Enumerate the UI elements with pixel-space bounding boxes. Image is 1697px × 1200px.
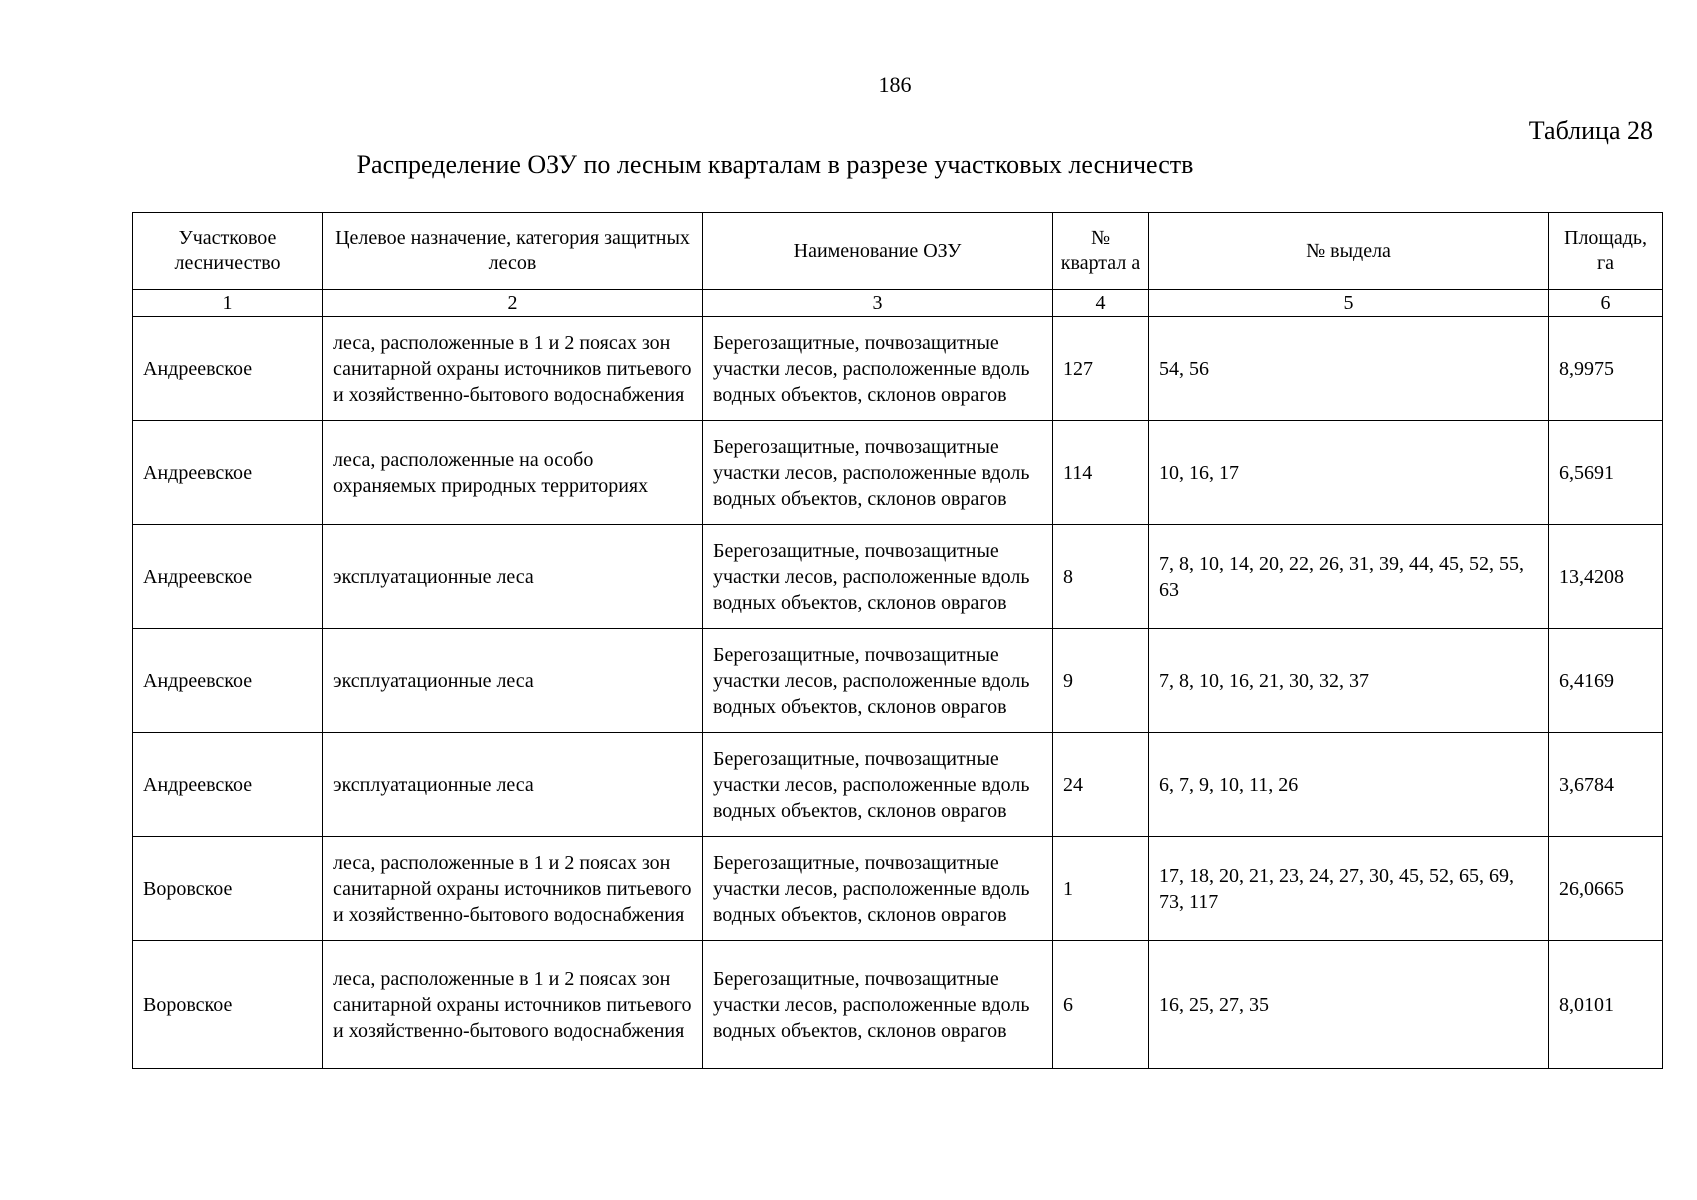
table-header-row [133,213,1663,290]
cell-purpose: леса, расположенные в 1 и 2 поясах зон санитарной охраны источников питьевого и хозяйственно-бытового водоснабжения [323,941,703,1069]
column-number: 3 [703,290,1053,317]
cell-area: 8,0101 [1549,941,1663,1069]
cell-area: 6,4169 [1549,629,1663,733]
cell-area: 26,0665 [1549,837,1663,941]
cell-plots: 7, 8, 10, 16, 21, 30, 32, 37 [1149,629,1549,733]
cell-plots: 54, 56 [1149,317,1549,421]
cell-area: 3,6784 [1549,733,1663,837]
column-number: 4 [1053,290,1149,317]
column-header-quarter: № квартал а [1053,213,1149,290]
cell-area: 6,5691 [1549,421,1663,525]
column-number: 1 [133,290,323,317]
ozu-distribution-table [132,212,1663,1069]
cell-ozu-name: Берегозащитные, почвозащитные участки лесов, расположенные вдоль водных объектов, склонов оврагов [703,837,1053,941]
cell-forestry: Андреевское [133,421,323,525]
cell-ozu-name: Берегозащитные, почвозащитные участки лесов, расположенные вдоль водных объектов, склонов оврагов [703,733,1053,837]
cell-purpose: эксплуатационные леса [323,733,703,837]
cell-forestry: Андреевское [133,629,323,733]
table-row [133,941,1663,1069]
cell-purpose: леса, расположенные в 1 и 2 поясах зон санитарной охраны источников питьевого и хозяйственно-бытового водоснабжения [323,317,703,421]
cell-plots: 10, 16, 17 [1149,421,1549,525]
column-number-row [133,290,1663,317]
cell-area: 13,4208 [1549,525,1663,629]
cell-quarter: 127 [1053,317,1149,421]
cell-forestry: Андреевское [133,525,323,629]
cell-ozu-name: Берегозащитные, почвозащитные участки лесов, расположенные вдоль водных объектов, склонов оврагов [703,629,1053,733]
cell-plots: 16, 25, 27, 35 [1149,941,1549,1069]
table-row [133,837,1663,941]
cell-area: 8,9975 [1549,317,1663,421]
column-number: 6 [1549,290,1663,317]
cell-quarter: 6 [1053,941,1149,1069]
cell-forestry: Андреевское [133,733,323,837]
table-row [133,317,1663,421]
table-title: Распределение ОЗУ по лесным кварталам в разрезе участковых лесничеств [356,150,1194,179]
cell-purpose: эксплуатационные леса [323,629,703,733]
cell-plots: 17, 18, 20, 21, 23, 24, 27, 30, 45, 52, 65, 69, 73, 117 [1149,837,1549,941]
cell-quarter: 114 [1053,421,1149,525]
cell-plots: 7, 8, 10, 14, 20, 22, 26, 31, 39, 44, 45, 52, 55, 63 [1149,525,1549,629]
table-row [133,421,1663,525]
column-header-plots: № выдела [1149,213,1549,290]
cell-quarter: 8 [1053,525,1149,629]
cell-forestry: Андреевское [133,317,323,421]
column-header-purpose: Целевое назначение, категория защитных лесов [323,213,703,290]
cell-purpose: леса, расположенные в 1 и 2 поясах зон санитарной охраны источников питьевого и хозяйственно-бытового водоснабжения [323,837,703,941]
cell-forestry: Воровское [133,941,323,1069]
table-row [133,629,1663,733]
cell-quarter: 9 [1053,629,1149,733]
cell-quarter: 1 [1053,837,1149,941]
cell-ozu-name: Берегозащитные, почвозащитные участки лесов, расположенные вдоль водных объектов, склонов оврагов [703,525,1053,629]
page-number: 186 [878,72,912,97]
table-row [133,525,1663,629]
column-header-area: Площадь, га [1549,213,1663,290]
cell-forestry: Воровское [133,837,323,941]
cell-plots: 6, 7, 9, 10, 11, 26 [1149,733,1549,837]
column-header-forestry: Участковое лесничество [133,213,323,290]
cell-purpose: леса, расположенные на особо охраняемых природных территориях [323,421,703,525]
cell-ozu-name: Берегозащитные, почвозащитные участки лесов, расположенные вдоль водных объектов, склонов оврагов [703,317,1053,421]
cell-purpose: эксплуатационные леса [323,525,703,629]
column-number: 5 [1149,290,1549,317]
cell-ozu-name: Берегозащитные, почвозащитные участки лесов, расположенные вдоль водных объектов, склонов оврагов [703,421,1053,525]
cell-quarter: 24 [1053,733,1149,837]
column-number: 2 [323,290,703,317]
table-label: Таблица 28 [1528,116,1653,145]
table-row [133,733,1663,837]
cell-ozu-name: Берегозащитные, почвозащитные участки лесов, расположенные вдоль водных объектов, склонов оврагов [703,941,1053,1069]
column-header-ozu-name: Наименование ОЗУ [703,213,1053,290]
